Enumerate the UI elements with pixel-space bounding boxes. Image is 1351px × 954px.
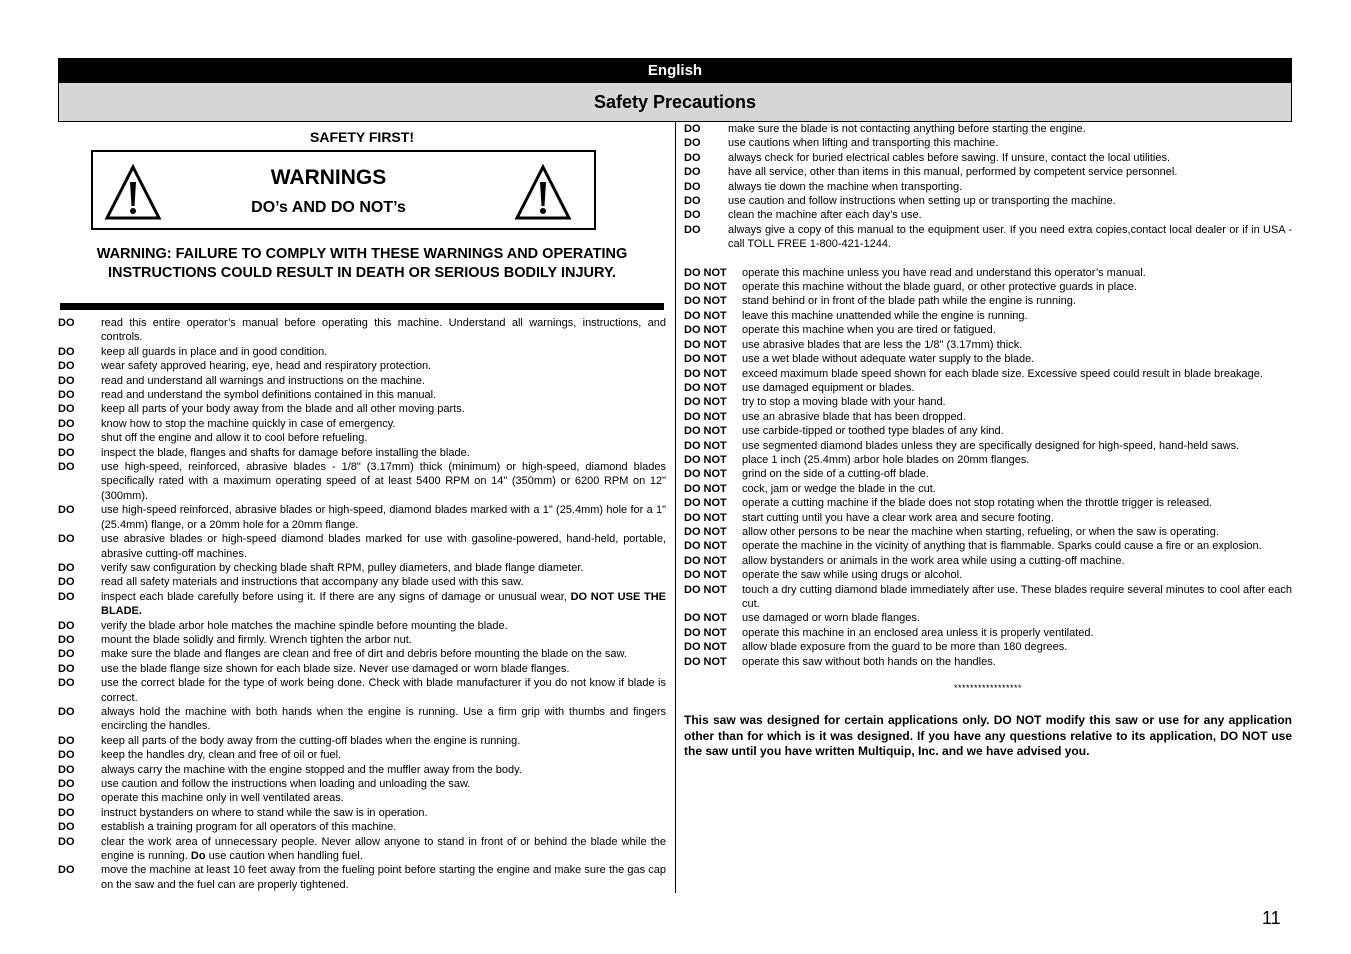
item-text-part: verify the blade arbor hole matches the machine spindle before mounting the blade. — [101, 619, 508, 632]
item-label: DO — [58, 403, 75, 416]
list-item — [684, 151, 1292, 165]
list-item — [684, 323, 1292, 337]
item-label: DO — [58, 374, 75, 387]
warnings-title: WARNINGS — [270, 166, 387, 189]
list-item — [58, 705, 666, 734]
right-column — [684, 122, 1292, 760]
item-text-part: instruct bystanders on where to stand while the saw is in operation. — [101, 806, 428, 819]
separator-stars: ***************** — [953, 683, 1023, 694]
list-item — [684, 453, 1292, 467]
item-text — [742, 294, 1292, 308]
list-item — [58, 676, 666, 705]
list-item — [684, 165, 1292, 179]
list-item — [684, 410, 1292, 424]
item-label: DO — [58, 705, 75, 718]
item-text-part: cock, jam or wedge the blade in the cut. — [742, 482, 936, 495]
list-item — [684, 539, 1292, 553]
list-item — [684, 424, 1292, 438]
item-text — [101, 575, 666, 589]
list-item — [58, 345, 666, 359]
item-text — [101, 763, 666, 777]
item-label: DO NOT — [684, 655, 727, 668]
list-item — [58, 431, 666, 445]
item-text-part: start cutting until you have a clear work area and secure footing. — [742, 511, 1054, 524]
list-item — [58, 388, 666, 402]
item-label: DO NOT — [684, 324, 727, 337]
item-text — [101, 835, 666, 864]
item-text — [101, 431, 666, 445]
item-label: DO — [58, 633, 75, 646]
list-item — [58, 561, 666, 575]
list-item — [684, 496, 1292, 510]
item-text — [742, 655, 1292, 669]
list-item — [684, 223, 1292, 252]
item-label: DO — [684, 123, 701, 135]
item-text — [742, 611, 1292, 625]
warning-triangle-icon — [514, 164, 572, 222]
item-text-part: read and understand the symbol definitions contained in this manual. — [101, 389, 437, 402]
item-text-part: place 1 inch (25.4mm) arbor hole blades on 20mm flanges. — [742, 453, 1030, 466]
item-text — [742, 482, 1292, 496]
warning-line-2: INSTRUCTIONS COULD RESULT IN DEATH OR SERIOUS BODILY INJURY. — [107, 265, 617, 281]
list-item — [684, 208, 1292, 222]
item-text-part: always give a copy of this manual to the equipment user. If you need extra copies,contact local dealer or if in USA - call TOLL FREE 1-800-421-1244. — [728, 223, 1292, 251]
list-item — [58, 374, 666, 388]
item-text-part: use high-speed reinforced, abrasive blades or high-speed, diamond blades marked with a 1" (25.4mm) hole for a 1" (25.4mm) flange, or a 20mm hole for a 20mm flange. — [101, 504, 666, 531]
warnings-subtitle: DO’s AND DO NOT’s — [251, 199, 406, 216]
list-item — [58, 806, 666, 820]
warning-message — [58, 245, 666, 283]
item-text-part: make sure the blade and flanges are clean and free of dirt and debris before mounting the blade on the saw. — [101, 648, 627, 661]
item-text-part: use damaged or worn blade flanges. — [742, 612, 920, 625]
item-label: DO NOT — [684, 626, 727, 639]
item-text-part: always hold the machine with both hands when the engine is running. Use a firm grip with thumbs and fingers encircling the handles. — [101, 705, 666, 733]
item-label: DO NOT — [684, 439, 727, 452]
item-text — [742, 424, 1292, 438]
item-text-part: establish a training program for all operators of this machine. — [101, 821, 397, 834]
list-item — [58, 316, 666, 345]
list-item — [58, 777, 666, 791]
item-text-part: inspect each blade carefully before using it. If there are any signs of damage or unusual wear, — [101, 590, 571, 603]
item-label: DO — [58, 677, 75, 690]
item-label: DO NOT — [684, 497, 727, 510]
item-text-part: use abrasive blades that are less the 1/8" (3.17mm) thick. — [742, 338, 1023, 351]
item-label: DO — [58, 360, 75, 373]
item-text-part: operate the machine in the vicinity of anything that is flammable. Sparks could cause a fire or an explosion. — [742, 540, 1262, 553]
safety-first-heading: SAFETY FIRST! — [310, 129, 414, 145]
list-item — [684, 655, 1292, 669]
item-text-part: inspect the blade, flanges and shafts for damage before installing the blade. — [101, 446, 470, 459]
item-text-part: clean the machine after each day’s use. — [728, 209, 922, 222]
item-text — [742, 554, 1292, 568]
item-label: DO — [58, 749, 75, 762]
warning-triangle-icon — [104, 164, 162, 222]
list-item — [58, 446, 666, 460]
item-text-part: use the blade flange size shown for each blade size. Never use damaged or worn blade flanges. — [101, 662, 570, 675]
item-text-part: use carbide-tipped or toothed type blades of any kind. — [742, 425, 1004, 438]
item-text-part: operate this machine without the blade guard, or other protective guards in place. — [742, 281, 1138, 294]
item-text — [101, 863, 666, 892]
item-label: DO NOT — [684, 569, 727, 582]
item-label: DO — [58, 763, 75, 776]
list-item — [684, 554, 1292, 568]
item-text — [101, 532, 666, 561]
item-label: DO — [58, 662, 75, 675]
closing-statement: This saw was designed for certain applications only. DO NOT modify this saw or use for any application other than for which is it was designed. If you have any questions relative to its application, DO NOT use the saw until you have written Multiquip, Inc. and we have advised you. — [684, 713, 1292, 759]
item-label: DO — [58, 734, 75, 747]
list-item — [684, 525, 1292, 539]
item-text — [742, 467, 1292, 481]
item-label: DO NOT — [684, 295, 727, 308]
item-text — [728, 194, 1292, 208]
do-not-list — [684, 266, 1292, 669]
list-item — [58, 417, 666, 431]
item-text — [101, 388, 666, 402]
item-text-part: use caution when handling fuel. — [205, 850, 363, 863]
item-label: DO NOT — [684, 309, 727, 322]
item-text-part: allow bystanders or animals in the work area while using a cutting-off machine. — [742, 554, 1125, 567]
item-text-part: make sure the blade is not contacting anything before starting the engine. — [728, 123, 1086, 135]
list-item — [58, 532, 666, 561]
item-label: DO — [58, 432, 75, 445]
list-item — [684, 367, 1292, 381]
item-text — [101, 316, 666, 345]
item-text-part: touch a dry cutting diamond blade immediately after use. These blades require several minutes to cool after each cut. — [742, 583, 1292, 610]
item-label: DO NOT — [684, 583, 727, 596]
do-list — [684, 122, 1292, 252]
item-text-part: keep all parts of the body away from the cutting-off blades when the engine is running. — [101, 734, 521, 747]
item-label: DO NOT — [684, 425, 727, 438]
item-text-part: try to stop a moving blade with your hand. — [742, 396, 946, 409]
section-title: Safety Precautions — [58, 83, 1292, 122]
item-text — [101, 748, 666, 762]
item-text — [101, 820, 666, 834]
list-item — [58, 359, 666, 373]
list-item — [684, 280, 1292, 294]
item-label: DO NOT — [684, 453, 727, 466]
item-text-part: allow blade exposure from the guard to be more than 180 degrees. — [742, 641, 1068, 654]
list-item — [684, 611, 1292, 625]
item-text-part: use the correct blade for the type of work being done. Check with blade manufacturer if you do not know if blade is correct. — [101, 677, 666, 704]
list-item — [684, 194, 1292, 208]
item-text — [742, 640, 1292, 654]
item-text-part: always carry the machine with the engine stopped and the muffler away from the body. — [101, 763, 522, 776]
item-text-part: use cautions when lifting and transporting this machine. — [728, 137, 999, 150]
list-item — [684, 309, 1292, 323]
item-text-part: shut off the engine and allow it to cool before refueling. — [101, 432, 368, 445]
item-text — [742, 323, 1292, 337]
item-text — [742, 626, 1292, 640]
item-text-part: operate this machine unless you have read and understand this operator’s manual. — [742, 266, 1146, 279]
item-label: DO — [684, 166, 701, 179]
item-label: DO NOT — [684, 367, 727, 380]
list-item — [58, 460, 666, 503]
item-text-part: wear safety approved hearing, eye, head and respiratory protection. — [101, 360, 432, 373]
item-text — [742, 453, 1292, 467]
item-label: DO NOT — [684, 410, 727, 423]
item-text — [101, 662, 666, 676]
item-label: DO — [684, 180, 701, 193]
item-text — [742, 410, 1292, 424]
item-text — [742, 568, 1292, 582]
list-item — [58, 791, 666, 805]
list-item — [684, 482, 1292, 496]
language-header: English — [58, 58, 1292, 83]
item-label: DO — [58, 821, 75, 834]
item-text — [728, 223, 1292, 252]
item-text-part: use abrasive blades or high-speed diamond blades marked for use with gasoline-powered, hand-held, portable, abrasive cutting-off machines. — [101, 533, 666, 560]
list-item — [58, 647, 666, 661]
list-item — [58, 503, 666, 532]
item-text — [101, 676, 666, 705]
item-text-part: mount the blade solidly and firmly. Wrench tighten the arbor nut. — [101, 633, 412, 646]
item-label: DO — [58, 504, 75, 517]
list-item — [684, 381, 1292, 395]
item-label: DO — [58, 864, 75, 877]
item-text — [742, 367, 1292, 381]
item-text-part: read this entire operator’s manual before operating this machine. Understand all warnings, instructions, and controls. — [101, 317, 666, 344]
item-text-part: grind on the side of a cutting-off blade. — [742, 468, 929, 481]
list-item — [684, 338, 1292, 352]
item-label: DO — [684, 195, 701, 208]
item-label: DO — [58, 389, 75, 402]
item-label: DO NOT — [684, 511, 727, 524]
list-item — [58, 863, 666, 892]
item-text — [742, 525, 1292, 539]
item-text-part: leave this machine unattended while the engine is running. — [742, 309, 1028, 322]
item-text-part: stand behind or in front of the blade path while the engine is running. — [742, 295, 1076, 308]
list-item — [58, 662, 666, 676]
item-text-part: operate this machine only in well ventilated areas. — [101, 792, 344, 805]
item-text — [728, 122, 1292, 136]
item-label: DO — [58, 792, 75, 805]
item-text — [101, 374, 666, 388]
item-text — [742, 309, 1292, 323]
list-item — [684, 467, 1292, 481]
list-item — [58, 820, 666, 834]
list-item — [684, 511, 1292, 525]
item-text — [742, 496, 1292, 510]
list-item — [684, 640, 1292, 654]
item-text — [101, 503, 666, 532]
item-text-part: operate this saw without both hands on the handles. — [742, 655, 996, 668]
list-item — [684, 626, 1292, 640]
list-item — [684, 266, 1292, 280]
item-label: DO — [684, 209, 701, 222]
item-text — [742, 539, 1292, 553]
item-label: DO — [58, 806, 75, 819]
item-label: DO — [58, 590, 75, 603]
item-label: DO — [58, 778, 75, 790]
item-text-part: use caution and follow instructions when setting up or transporting the machine. — [728, 195, 1116, 208]
item-text-part: always check for buried electrical cables before sawing. If unsure, contact the local utilities. — [728, 151, 1171, 164]
item-text-part: use damaged equipment or blades. — [742, 381, 915, 394]
item-text — [728, 208, 1292, 222]
item-text — [101, 561, 666, 575]
item-label: DO — [58, 648, 75, 661]
item-text-part: operate this machine in an enclosed area unless it is properly ventilated. — [742, 626, 1094, 639]
item-text-part: have all service, other than items in this manual, performed by competent service personnel. — [728, 166, 1178, 179]
list-item — [58, 835, 666, 864]
item-label: DO — [58, 317, 75, 329]
list-item — [684, 583, 1292, 612]
item-text — [101, 619, 666, 633]
item-label: DO — [58, 533, 75, 546]
item-text — [101, 734, 666, 748]
item-label: DO NOT — [684, 468, 727, 481]
item-bold-part: Do — [190, 850, 206, 863]
list-item — [684, 122, 1292, 136]
item-text-part: clear the work area of unnecessary people. Never allow anyone to stand in front of or behind the blade while the engine is running. — [101, 835, 666, 863]
item-text-part: read all safety materials and instructions that accompany any blade used with this saw. — [101, 576, 524, 589]
item-text-part: always tie down the machine when transporting. — [728, 180, 963, 193]
item-label: DO — [58, 835, 75, 848]
do-list — [58, 316, 666, 892]
item-label: DO NOT — [684, 338, 727, 351]
item-text-part: read and understand all warnings and instructions on the machine. — [101, 374, 426, 387]
list-item — [684, 294, 1292, 308]
warning-line-1: WARNING: FAILURE TO COMPLY WITH THESE WARNINGS AND OPERATING — [96, 246, 628, 262]
item-text — [101, 446, 666, 460]
item-text-part: exceed maximum blade speed shown for each blade size. Excessive speed could result in blade breakage. — [742, 367, 1263, 380]
list-item — [58, 619, 666, 633]
item-label: DO — [58, 576, 75, 589]
column-divider — [675, 122, 676, 893]
item-label: DO — [58, 619, 75, 632]
item-text — [742, 352, 1292, 366]
item-text — [742, 511, 1292, 525]
item-text — [101, 345, 666, 359]
item-text — [728, 136, 1292, 150]
left-column — [58, 124, 666, 892]
item-label: DO NOT — [684, 266, 727, 279]
item-label: DO NOT — [684, 554, 727, 567]
list-item — [58, 590, 666, 619]
item-text — [101, 402, 666, 416]
item-text-part: keep all guards in place and in good condition. — [101, 345, 328, 358]
item-text — [101, 460, 666, 503]
list-item — [684, 439, 1292, 453]
item-text-part: use a wet blade without adequate water supply to the blade. — [742, 353, 1035, 366]
item-text — [101, 590, 666, 619]
item-text-part: verify saw configuration by checking blade shaft RPM, pulley diameters, and blade flange diameter. — [101, 561, 584, 574]
item-text — [101, 705, 666, 734]
item-text-part: use caution and follow the instructions when loading and unloading the saw. — [101, 778, 471, 790]
item-text — [742, 439, 1292, 453]
item-text — [742, 381, 1292, 395]
item-label: DO — [58, 446, 75, 459]
item-bold-part: DO NOT USE THE BLADE. — [101, 590, 666, 618]
item-label: DO NOT — [684, 482, 727, 495]
item-text-part: allow other persons to be near the machine when starting, refueling, or when the saw is operating. — [742, 525, 1219, 538]
item-text — [101, 647, 666, 661]
list-item — [684, 568, 1292, 582]
list-item — [684, 395, 1292, 409]
item-text — [101, 359, 666, 373]
item-text — [742, 338, 1292, 352]
item-label: DO NOT — [684, 612, 727, 625]
list-item — [58, 748, 666, 762]
list-item — [58, 575, 666, 589]
item-label: DO NOT — [684, 641, 727, 654]
item-text-part: operate the saw while using drugs or alcohol. — [742, 569, 963, 582]
item-label: DO — [58, 345, 75, 358]
item-label: DO NOT — [684, 540, 727, 553]
item-label: DO NOT — [684, 396, 727, 409]
item-label: DO NOT — [684, 381, 727, 394]
item-text — [101, 806, 666, 820]
item-label: DO NOT — [684, 525, 727, 538]
list-item — [58, 734, 666, 748]
list-item — [58, 402, 666, 416]
item-text-part: know how to stop the machine quickly in case of emergency. — [101, 417, 396, 430]
item-text-part: operate a cutting machine if the blade does not stop rotating when the throttle trigger is released. — [742, 497, 1213, 510]
divider-rule — [60, 303, 664, 310]
item-label: DO — [684, 223, 701, 236]
item-text — [101, 633, 666, 647]
item-label: DO NOT — [684, 353, 727, 366]
list-item — [58, 763, 666, 777]
item-text — [728, 165, 1292, 179]
item-label: DO — [684, 137, 701, 150]
list-item — [684, 136, 1292, 150]
item-text-part: use high-speed, reinforced, abrasive blades - 1/8" (3.17mm) thick (minimum) or high-speed, diamond blades specifically rated with a maximum operating speed of at least 5400 RPM on 14" (350mm) or 6200 RPM on 12" (300mm). — [101, 461, 666, 502]
page-number: 11 — [1262, 908, 1281, 928]
item-text-part: use segmented diamond blades unless they are specifically designed for high-speed, hand-held saws. — [742, 439, 1240, 452]
item-text — [742, 395, 1292, 409]
item-text-part: use an abrasive blade that has been dropped. — [742, 410, 966, 423]
item-text-part: keep all parts of your body away from the blade and all other moving parts. — [101, 403, 465, 416]
item-label: DO — [58, 561, 75, 574]
item-text — [728, 180, 1292, 194]
item-text — [742, 266, 1292, 280]
item-text-part: keep the handles dry, clean and free of oil or fuel. — [101, 749, 342, 762]
list-item — [684, 352, 1292, 366]
item-text — [742, 280, 1292, 294]
item-label: DO — [58, 461, 75, 474]
warnings-box — [91, 150, 596, 230]
item-text — [742, 583, 1292, 612]
item-text — [728, 151, 1292, 165]
item-text — [101, 791, 666, 805]
item-label: DO — [58, 417, 75, 430]
item-text-part: operate this machine when you are tired or fatigued. — [742, 324, 996, 337]
item-text — [101, 417, 666, 431]
item-text-part: move the machine at least 10 feet away from the fueling point before starting the engine and make sure the gas cap on the saw and the fuel can are properly tightened. — [101, 864, 666, 891]
list-item — [58, 633, 666, 647]
list-item — [684, 180, 1292, 194]
item-label: DO — [684, 151, 701, 164]
item-text — [101, 777, 666, 791]
item-label: DO NOT — [684, 281, 727, 294]
